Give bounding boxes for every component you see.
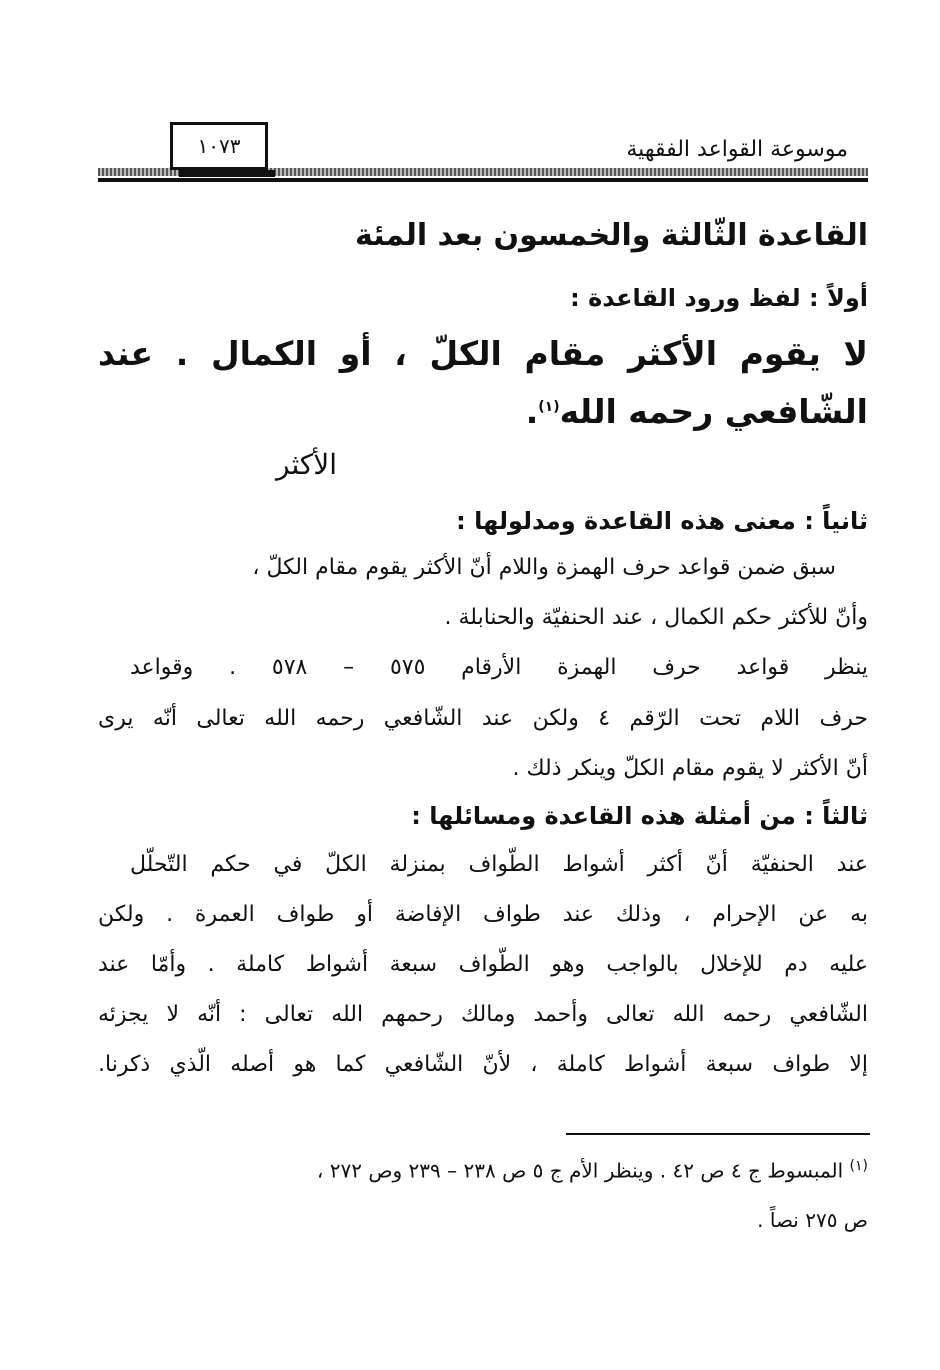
footnote-line-2: ص ٢٧٥ نصاً .: [757, 1208, 868, 1232]
rule-statement-text: الشّافعي رحمه الله: [559, 392, 868, 431]
footnote-text: المبسوط ج ٤ ص ٤٢ . وينظر الأم ج ٥ ص ٢٣٨ – ٢٣٩ وص ٢٧٢ ،: [316, 1158, 844, 1183]
footnote-line-1: [317, 1158, 868, 1183]
section-heading-examples: ثالثاً : من أمثلة هذه القاعدة ومسائلها :: [411, 802, 868, 830]
running-header-title: موسوعة القواعد الفقهية: [626, 137, 848, 162]
paragraph-line: ينظر قواعد حرف الهمزة الأرقام ٥٧٥ – ٥٧٨ . وقواعد: [130, 655, 868, 680]
paragraph-line: به عن الإحرام ، وذلك عند طواف الإفاضة أو طواف العمرة . ولكن: [98, 902, 868, 927]
paragraph-line: عند الحنفيّة أنّ أكثر أشواط الطّواف بمنزلة الكلّ في حكم التّحلّل: [130, 852, 868, 877]
rule-statement-period: .: [525, 392, 539, 431]
footnote-separator: [566, 1133, 870, 1135]
paragraph-line: وأنّ للأكثر حكم الكمال ، عند الحنفيّة والحنابلة .: [444, 605, 868, 630]
rule-statement-line-2: [526, 392, 868, 431]
page-number: ١٠٧٣: [197, 134, 241, 158]
rule-statement-line-1: لا يقوم الأكثر مقام الكلّ ، أو الكمال . عند: [98, 334, 868, 373]
footnote-reference: (١): [538, 399, 560, 415]
paragraph-line: الشّافعي رحمه الله تعالى وأحمد ومالك رحمهم الله تعالى : أنّه لا يجزئه: [98, 1002, 868, 1027]
standalone-word: الأكثر: [276, 448, 337, 481]
section-heading-meaning: ثانياً : معنى هذه القاعدة ومدلولها :: [456, 507, 868, 535]
header-rule-solid: [98, 178, 868, 182]
paragraph-line: حرف اللام تحت الرّقم ٤ ولكن عند الشّافعي رحمه الله تعالى أنّه يرى: [98, 706, 869, 731]
rule-title: القاعدة الثّالثة والخمسون بعد المئة: [355, 218, 868, 253]
paragraph-line: أنّ الأكثر لا يقوم مقام الكلّ وينكر ذلك .: [512, 756, 868, 781]
paragraph-line: إلا طواف سبعة أشواط كاملة ، لأنّ الشّافعي كما هو أصله الّذي ذكرنا.: [98, 1052, 868, 1077]
section-heading-wording: أولاً : لفظ ورود القاعدة :: [570, 284, 868, 312]
paragraph-line: سبق ضمن قواعد حرف الهمزة واللام أنّ الأكثر يقوم مقام الكلّ ،: [252, 555, 836, 580]
footnote-marker: (١): [849, 1158, 868, 1174]
paragraph-line: عليه دم للإخلال بالواجب وهو الطّواف سبعة أشواط كاملة . وأمّا عند: [98, 952, 868, 977]
page-number-box: [170, 122, 268, 170]
